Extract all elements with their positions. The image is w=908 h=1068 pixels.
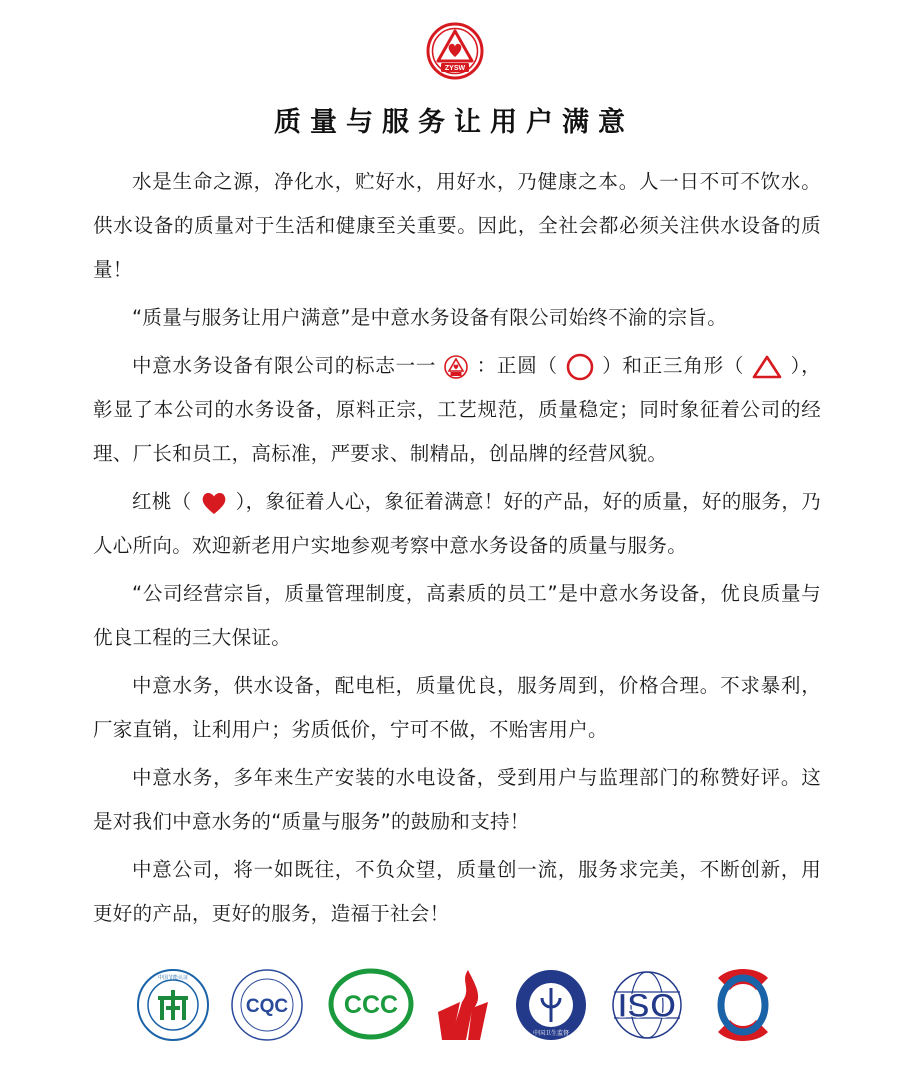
paragraph-5: “公司经营宗旨，质量管理制度，高素质的员工”是中意水务设备，优良质量与优良工程的三大保证。 bbox=[93, 582, 821, 649]
badge-label: 中国卫生监督 bbox=[532, 1030, 570, 1037]
paragraph-6: 中意水务，供水设备，配电柜，质量优良，服务周到，价格合理。不求暴利，厂家直销，让利用户；劣质低价，宁可不做，不贻害用户。 bbox=[93, 674, 821, 741]
ccc-cert-icon bbox=[328, 968, 414, 1040]
health-inspection-icon bbox=[514, 968, 588, 1042]
paragraph-2: “质量与服务让用户满意”是中意水务设备有限公司始终不渝的宗旨。 bbox=[132, 306, 728, 329]
article-body bbox=[93, 160, 821, 940]
certification-badges bbox=[130, 968, 790, 1048]
badge-label: CCC bbox=[343, 991, 399, 1019]
inline-logo-icon bbox=[444, 355, 468, 379]
badge-label: 中国节能认证 bbox=[157, 975, 189, 981]
iso-cert-icon bbox=[604, 968, 690, 1042]
badge-label: ISO bbox=[617, 987, 677, 1025]
p4-text-b: ），象征着人心，象征着满意！好的产品，好的质量，好的服务，乃人心所向。欢迎新老用户实地参观考察中意水务设备的质量与服务。 bbox=[93, 490, 821, 557]
cqc-cert-icon bbox=[227, 968, 307, 1042]
p4-text-a: 红桃（ bbox=[132, 490, 192, 513]
quality-cert-icon bbox=[710, 968, 776, 1042]
p3-text-c: ）和正三角形（ bbox=[601, 354, 745, 377]
paragraph-4 bbox=[93, 480, 821, 568]
page-title: 质量与服务让用户满意 bbox=[274, 107, 634, 138]
paragraph-8: 中意公司，将一如既往，不负众望，质量创一流，服务求完美，不断创新，用更好的产品，更好的服务，造福于社会！ bbox=[93, 858, 821, 925]
circle-icon bbox=[566, 353, 594, 381]
paragraph-1: 水是生命之源，净化水，贮好水，用好水，乃健康之本。人一日不可不饮水。供水设备的质量对于生活和健康至关重要。因此，全社会都必须关注供水设备的质量！ bbox=[93, 170, 821, 281]
logo-text: ZYSW bbox=[444, 65, 466, 73]
china-brand-icon bbox=[432, 968, 492, 1042]
p3-text-a: 中意水务设备有限公司的标志一一 bbox=[132, 354, 437, 377]
red-heart-icon bbox=[200, 490, 228, 516]
paragraph-3 bbox=[93, 344, 821, 476]
badge-label: CQC bbox=[245, 996, 289, 1017]
company-logo-icon bbox=[426, 22, 484, 80]
p3-text-b: ：正圆（ bbox=[476, 354, 558, 377]
triangle-icon bbox=[752, 355, 782, 379]
energy-saving-cert-icon bbox=[136, 968, 210, 1042]
paragraph-7: 中意水务，多年来生产安装的水电设备，受到用户与监理部门的称赞好评。这是对我们中意水务的“质量与服务”的鼓励和支持！ bbox=[93, 766, 821, 833]
p3-text-d: ），彰显了本公司的水务设备，原料正宗，工艺规范，质量稳定；同时象征着公司的经理、厂长和员工，高标准，严要求、制精品，创品牌的经营风貌。 bbox=[93, 354, 821, 465]
